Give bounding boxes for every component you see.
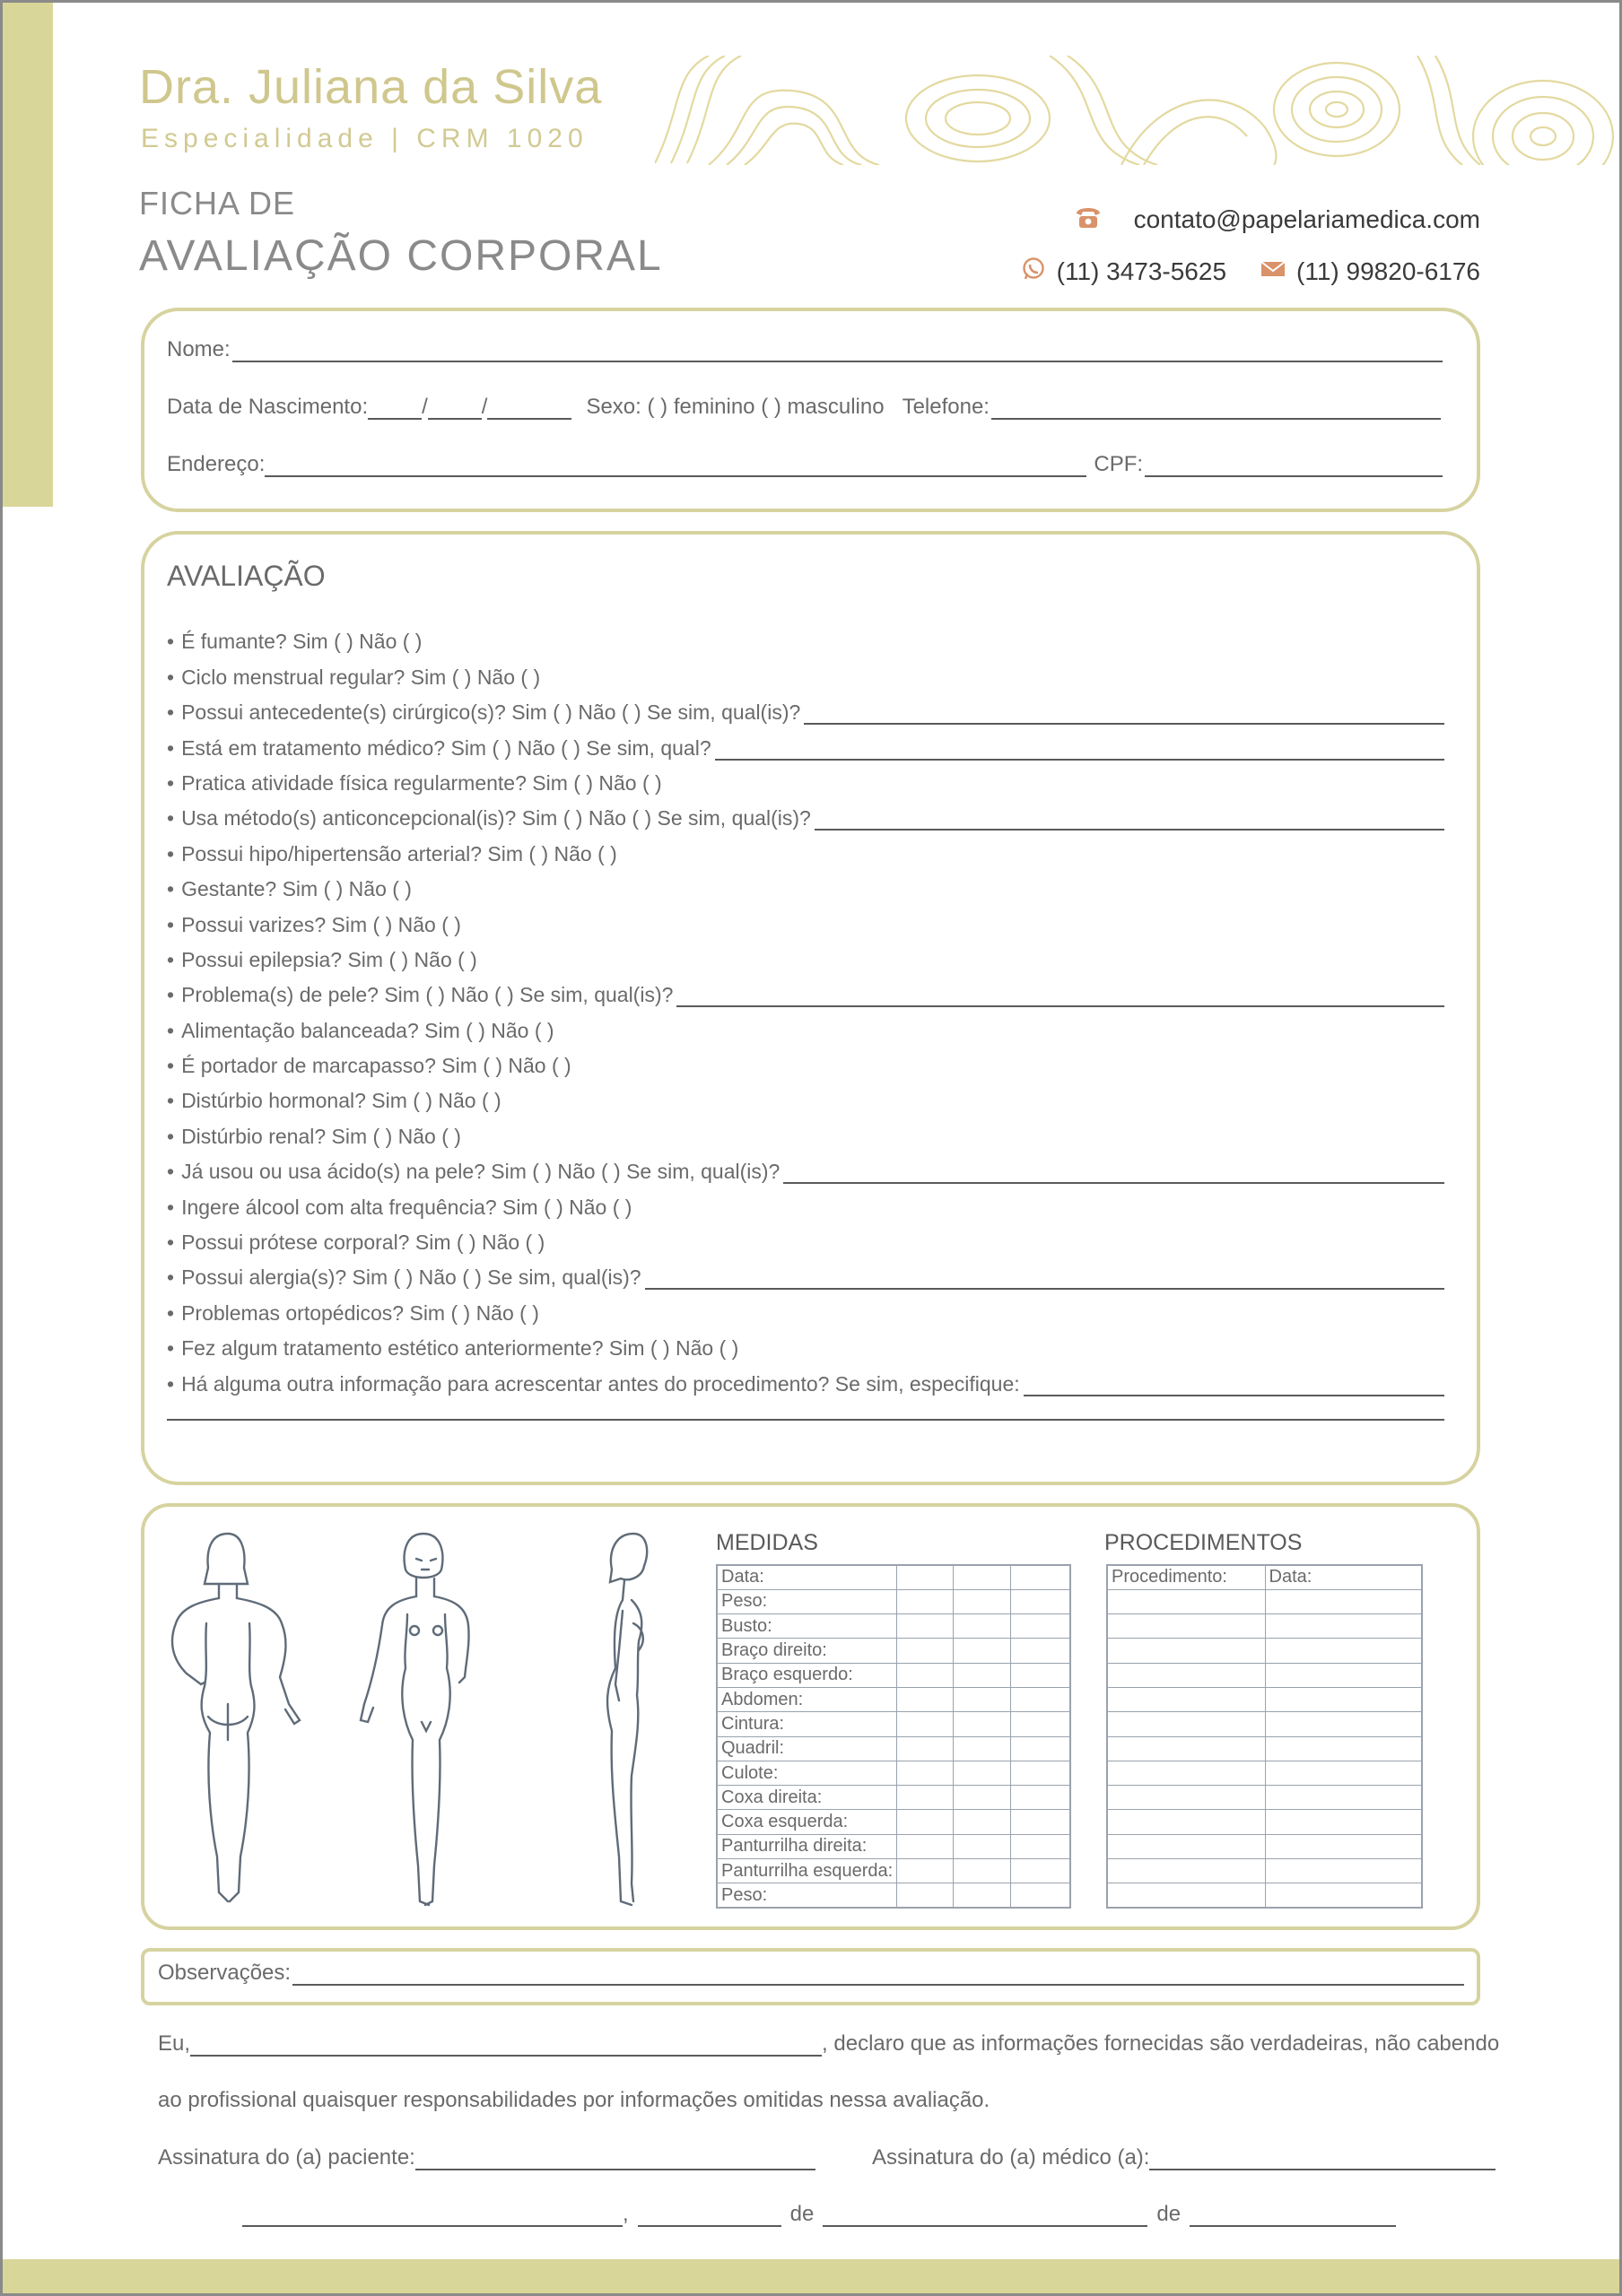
declaration-line2: ao profissional quaisquer responsabilidades por informações omitidas nessa avaliação. <box>158 2088 990 2112</box>
measure-label: Cintura: <box>717 1712 897 1736</box>
procedure-cell[interactable] <box>1107 1712 1265 1736</box>
measure-value-cell[interactable] <box>897 1736 954 1761</box>
measure-label: Braço esquerdo: <box>717 1663 897 1687</box>
question-text[interactable]: Problema(s) de pele? Sim ( ) Não ( ) Se sim, qual(is)? <box>181 983 674 1007</box>
observations-label: Observações: <box>158 1961 292 1985</box>
procedure-row <box>1107 1810 1422 1834</box>
question-item <box>167 972 1444 1007</box>
question-text[interactable]: Distúrbio hormonal? Sim ( ) Não ( ) <box>181 1089 501 1113</box>
measure-value-cell[interactable] <box>897 1589 954 1613</box>
question-item <box>167 690 1444 725</box>
bullet: • <box>167 770 175 795</box>
procedure-row <box>1107 1639 1422 1663</box>
procedure-cell[interactable] <box>1107 1589 1265 1613</box>
date-comma: , <box>623 2202 629 2226</box>
measures-row <box>717 1761 1070 1785</box>
bullet: • <box>167 630 175 654</box>
question-text[interactable]: Usa método(s) anticoncepcional(is)? Sim ( ) Não ( ) Se sim, qual(is)? <box>181 806 811 831</box>
phone2-text: (11) 99820-6176 <box>1296 257 1480 285</box>
observations-field[interactable] <box>292 1962 1464 1986</box>
measure-value-cell[interactable] <box>1010 1687 1070 1711</box>
measure-value-cell[interactable] <box>897 1639 954 1663</box>
measure-value-cell[interactable] <box>897 1712 954 1736</box>
year-field[interactable] <box>1190 2204 1396 2227</box>
measures-row <box>717 1859 1070 1883</box>
city-field[interactable] <box>242 2204 623 2227</box>
measure-label: Abdomen: <box>717 1687 897 1711</box>
question-text[interactable]: Possui hipo/hipertensão arterial? Sim ( ) Não ( ) <box>181 841 617 865</box>
measures-table <box>716 1564 1071 1909</box>
answer-field[interactable] <box>1024 1375 1444 1396</box>
form-title-line1: FICHA DE <box>139 185 296 222</box>
measure-value-cell[interactable] <box>1010 1712 1070 1736</box>
measures-row <box>717 1810 1070 1834</box>
sex-options[interactable]: Sexo: ( ) feminino ( ) masculino <box>586 395 885 419</box>
procedure-row <box>1107 1687 1422 1711</box>
measure-value-cell[interactable] <box>897 1834 954 1858</box>
bullet: • <box>167 1018 175 1042</box>
procedure-date-cell[interactable] <box>1265 1663 1422 1687</box>
procedures-table <box>1106 1564 1423 1909</box>
procedure-cell[interactable] <box>1107 1687 1265 1711</box>
measure-value-cell[interactable] <box>1010 1736 1070 1761</box>
date-place-row <box>242 2202 1396 2227</box>
question-item <box>167 654 1444 689</box>
declaration-suffix: , declaro que as informações fornecidas são verdadeiras, não cabendo <box>822 2031 1500 2056</box>
question-text[interactable]: Possui antecedente(s) cirúrgico(s)? Sim ( ) Não ( ) Se sim, qual(is)? <box>181 700 801 725</box>
address-row <box>167 452 1443 477</box>
birth-day-field[interactable] <box>368 396 422 420</box>
phone-icon <box>1073 204 1103 234</box>
measure-value-cell[interactable] <box>954 1810 1010 1834</box>
doctor-signature-label: Assinatura do (a) médico (a): <box>872 2145 1150 2170</box>
question-item <box>167 1184 1444 1219</box>
measure-label: Panturrilha esquerda: <box>717 1859 897 1883</box>
procedure-cell[interactable] <box>1107 1786 1265 1810</box>
measure-label: Panturrilha direita: <box>717 1834 897 1858</box>
measures-title: MEDIDAS <box>716 1530 818 1555</box>
procedure-row <box>1107 1614 1422 1639</box>
procedure-row <box>1107 1786 1422 1810</box>
question-text[interactable]: Ingere álcool com alta frequência? Sim ( ) Não ( ) <box>181 1195 632 1219</box>
question-text[interactable]: Distúrbio renal? Sim ( ) Não ( ) <box>181 1124 461 1148</box>
address-field[interactable] <box>265 454 1086 477</box>
day-field[interactable] <box>638 2204 781 2227</box>
patient-signature-field[interactable] <box>415 2147 815 2170</box>
question-item <box>167 937 1444 972</box>
bullet: • <box>167 1054 175 1078</box>
procedure-row <box>1107 1736 1422 1761</box>
question-text[interactable]: É portador de marcapasso? Sim ( ) Não ( ) <box>181 1054 571 1078</box>
name-field[interactable] <box>232 339 1443 362</box>
question-text[interactable]: Fez algum tratamento estético anteriormente? Sim ( ) Não ( ) <box>181 1336 739 1361</box>
question-text[interactable]: Possui varizes? Sim ( ) Não ( ) <box>181 912 461 936</box>
bullet: • <box>167 1089 175 1113</box>
birth-sex-phone-row: Data de Nascimento: / / Sexo: ( ) feminino ( ) masculino Telefone: <box>167 395 1441 420</box>
body-back-view <box>154 1525 316 1915</box>
measure-value-cell[interactable] <box>954 1687 1010 1711</box>
measure-value-cell[interactable] <box>954 1859 1010 1883</box>
evaluation-heading: AVALIAÇÃO <box>167 560 326 592</box>
answer-field[interactable] <box>804 703 1444 725</box>
body-side-view <box>567 1525 702 1915</box>
measure-value-cell[interactable] <box>897 1761 954 1785</box>
procedure-cell[interactable] <box>1107 1834 1265 1858</box>
measure-value-cell[interactable] <box>954 1834 1010 1858</box>
bullet: • <box>167 700 175 725</box>
question-text[interactable]: Alimentação balanceada? Sim ( ) Não ( ) <box>181 1018 554 1042</box>
procedure-row <box>1107 1761 1422 1785</box>
phone-field[interactable] <box>991 396 1441 420</box>
question-text[interactable]: Pratica atividade física regularmente? Sim ( ) Não ( ) <box>181 770 662 795</box>
question-item <box>167 866 1444 901</box>
procedure-date-cell[interactable] <box>1265 1614 1422 1639</box>
measures-row <box>717 1687 1070 1711</box>
measure-label: Data: <box>717 1565 897 1589</box>
measures-row <box>717 1883 1070 1908</box>
procedure-cell[interactable] <box>1107 1736 1265 1761</box>
procedures-header-row <box>1107 1565 1422 1589</box>
measures-row <box>717 1834 1070 1858</box>
observations-row <box>158 1961 1464 1986</box>
measure-value-cell[interactable] <box>1010 1589 1070 1613</box>
name-row <box>167 337 1443 362</box>
bullet: • <box>167 1265 175 1290</box>
measure-value-cell[interactable] <box>954 1565 1010 1589</box>
procedure-row <box>1107 1589 1422 1613</box>
procedure-date-cell[interactable] <box>1265 1712 1422 1736</box>
measure-value-cell[interactable] <box>954 1663 1010 1687</box>
measures-row <box>717 1663 1070 1687</box>
question-text[interactable]: Possui alergia(s)? Sim ( ) Não ( ) Se sim, qual(is)? <box>181 1265 641 1290</box>
phone1-text: (11) 3473-5625 <box>1056 257 1227 285</box>
measure-value-cell[interactable] <box>954 1712 1010 1736</box>
procedure-cell[interactable] <box>1107 1663 1265 1687</box>
question-item <box>167 1043 1444 1078</box>
doctor-signature-row <box>872 2145 1496 2170</box>
answer-field[interactable] <box>645 1268 1444 1290</box>
measure-value-cell[interactable] <box>954 1736 1010 1761</box>
doctor-signature-field[interactable] <box>1149 2147 1496 2170</box>
question-item <box>167 619 1444 654</box>
measure-value-cell[interactable] <box>954 1589 1010 1613</box>
measure-value-cell[interactable] <box>1010 1786 1070 1810</box>
measure-value-cell[interactable] <box>897 1786 954 1810</box>
measure-value-cell[interactable] <box>897 1859 954 1883</box>
procedure-date-cell[interactable] <box>1265 1589 1422 1613</box>
contact-phones <box>1021 257 1480 286</box>
measure-label: Quadril: <box>717 1736 897 1761</box>
question-item <box>167 901 1444 936</box>
measure-value-cell[interactable] <box>897 1810 954 1834</box>
measure-label: Peso: <box>717 1883 897 1908</box>
measure-value-cell[interactable] <box>954 1614 1010 1639</box>
accent-stripe-bottom <box>3 2259 1619 2293</box>
question-item <box>167 1255 1444 1290</box>
measure-label: Coxa direita: <box>717 1786 897 1810</box>
question-item <box>167 1290 1444 1325</box>
procedure-cell[interactable] <box>1107 1883 1265 1908</box>
procedure-date-cell[interactable] <box>1265 1786 1422 1810</box>
measures-row <box>717 1565 1070 1589</box>
question-text[interactable]: Possui prótese corporal? Sim ( ) Não ( ) <box>181 1231 545 1255</box>
declarant-name-field[interactable] <box>190 2033 822 2057</box>
measures-row <box>717 1736 1070 1761</box>
month-field[interactable] <box>823 2204 1147 2227</box>
whatsapp-icon <box>1021 257 1046 286</box>
measure-value-cell[interactable] <box>1010 1761 1070 1785</box>
bullet: • <box>167 665 175 689</box>
measure-value-cell[interactable] <box>897 1565 954 1589</box>
measure-value-cell[interactable] <box>1010 1810 1070 1834</box>
bullet: • <box>167 1371 175 1396</box>
doctor-name: Dra. Juliana da Silva <box>139 60 603 114</box>
bullet: • <box>167 947 175 971</box>
measure-value-cell[interactable] <box>954 1786 1010 1810</box>
patient-signature-label: Assinatura do (a) paciente: <box>158 2145 415 2170</box>
question-text[interactable]: Possui epilepsia? Sim ( ) Não ( ) <box>181 947 477 971</box>
measures-row <box>717 1786 1070 1810</box>
contact-email <box>1073 204 1480 234</box>
measure-value-cell[interactable] <box>954 1761 1010 1785</box>
measure-value-cell[interactable] <box>1010 1565 1070 1589</box>
birth-date-label: Data de Nascimento: <box>167 395 369 419</box>
procedure-row <box>1107 1859 1422 1883</box>
accent-stripe-left <box>3 3 53 507</box>
bullet: • <box>167 1124 175 1148</box>
question-item <box>167 1361 1444 1396</box>
measures-row <box>717 1712 1070 1736</box>
procedure-date-cell[interactable] <box>1265 1761 1422 1785</box>
procedures-title: PROCEDIMENTOS <box>1104 1530 1303 1555</box>
measure-value-cell[interactable] <box>1010 1639 1070 1663</box>
bullet: • <box>167 1231 175 1255</box>
question-text[interactable]: Já usou ou usa ácido(s) na pele? Sim ( ) Não ( ) Se sim, qual(is)? <box>181 1160 780 1184</box>
procedure-date-cell[interactable] <box>1265 1834 1422 1858</box>
bullet: • <box>167 1195 175 1219</box>
question-item <box>167 761 1444 796</box>
extra-info-line[interactable] <box>167 1419 1444 1421</box>
birth-year-field[interactable] <box>487 396 571 420</box>
procedure-cell[interactable] <box>1107 1859 1265 1883</box>
address-label: Endereço: <box>167 452 266 476</box>
question-item <box>167 1326 1444 1361</box>
question-text[interactable]: Problemas ortopédicos? Sim ( ) Não ( ) <box>181 1300 539 1325</box>
measures-row <box>717 1639 1070 1663</box>
phone-label: Telefone: <box>902 395 990 419</box>
question-text[interactable]: Está em tratamento médico? Sim ( ) Não ( ) Se sim, qual? <box>181 735 711 760</box>
bullet: • <box>167 877 175 901</box>
question-text[interactable]: É fumante? Sim ( ) Não ( ) <box>181 630 423 654</box>
cpf-label: CPF: <box>1094 452 1144 476</box>
procedure-date-cell[interactable] <box>1265 1883 1422 1908</box>
measure-value-cell[interactable] <box>954 1639 1010 1663</box>
procedure-date-cell[interactable] <box>1265 1859 1422 1883</box>
procedure-row <box>1107 1883 1422 1908</box>
procedure-cell[interactable] <box>1107 1761 1265 1785</box>
question-item <box>167 1007 1444 1042</box>
date-column-header: Data: <box>1265 1565 1422 1589</box>
form-title-line2: AVALIAÇÃO CORPORAL <box>139 232 663 280</box>
question-text[interactable]: Gestante? Sim ( ) Não ( ) <box>181 877 412 901</box>
procedure-date-cell[interactable] <box>1265 1687 1422 1711</box>
procedure-cell[interactable] <box>1107 1639 1265 1663</box>
cpf-field[interactable] <box>1145 454 1443 477</box>
measure-label: Coxa esquerda: <box>717 1810 897 1834</box>
bullet: • <box>167 983 175 1007</box>
measure-value-cell[interactable] <box>1010 1859 1070 1883</box>
question-item <box>167 1078 1444 1113</box>
email-text: contato@papelariamedica.com <box>1133 204 1480 233</box>
measure-label: Busto: <box>717 1614 897 1639</box>
measure-label: Braço direito: <box>717 1639 897 1663</box>
question-item <box>167 725 1444 760</box>
question-text[interactable]: Ciclo menstrual regular? Sim ( ) Não ( ) <box>181 665 541 689</box>
declaration-prefix: Eu, <box>158 2031 191 2056</box>
name-label: Nome: <box>167 337 231 361</box>
procedure-date-cell[interactable] <box>1265 1810 1422 1834</box>
bullet: • <box>167 806 175 831</box>
procedure-row <box>1107 1663 1422 1687</box>
answer-field[interactable] <box>715 739 1444 761</box>
bullet: • <box>167 1160 175 1184</box>
bullet: • <box>167 841 175 865</box>
measure-value-cell[interactable] <box>897 1687 954 1711</box>
question-item <box>167 796 1444 831</box>
answer-field[interactable] <box>815 809 1444 831</box>
patient-signature-row <box>158 2145 815 2170</box>
question-item <box>167 1220 1444 1255</box>
body-front-view <box>352 1525 513 1915</box>
date-de-2: de <box>1156 2202 1182 2226</box>
procedure-date-cell[interactable] <box>1265 1639 1422 1663</box>
envelope-icon <box>1260 260 1286 283</box>
question-item <box>167 1113 1444 1148</box>
bullet: • <box>167 1336 175 1361</box>
bullet: • <box>167 735 175 760</box>
measure-label: Culote: <box>717 1761 897 1785</box>
measure-value-cell[interactable] <box>1010 1663 1070 1687</box>
measure-value-cell[interactable] <box>954 1883 1010 1908</box>
procedure-date-cell[interactable] <box>1265 1736 1422 1761</box>
question-item <box>167 1149 1444 1184</box>
procedure-cell[interactable] <box>1107 1810 1265 1834</box>
measure-label: Peso: <box>717 1589 897 1613</box>
measures-row <box>717 1614 1070 1639</box>
procedure-row <box>1107 1834 1422 1858</box>
question-text[interactable]: Há alguma outra informação para acrescentar antes do procedimento? Se sim, especifique: <box>181 1371 1020 1396</box>
answer-field[interactable] <box>783 1162 1444 1184</box>
measure-value-cell[interactable] <box>1010 1883 1070 1908</box>
doctor-specialty: Especialidade | CRM 1020 <box>141 124 589 153</box>
date-de-1: de <box>789 2202 815 2226</box>
measures-row <box>717 1589 1070 1613</box>
procedure-column-header: Procedimento: <box>1107 1565 1265 1589</box>
measure-value-cell[interactable] <box>897 1614 954 1639</box>
measure-value-cell[interactable] <box>1010 1834 1070 1858</box>
question-item <box>167 831 1444 865</box>
measure-value-cell[interactable] <box>897 1883 954 1908</box>
procedure-cell[interactable] <box>1107 1614 1265 1639</box>
bullet: • <box>167 1300 175 1325</box>
measure-value-cell[interactable] <box>1010 1614 1070 1639</box>
procedure-row <box>1107 1712 1422 1736</box>
measure-value-cell[interactable] <box>897 1663 954 1687</box>
answer-field[interactable] <box>676 986 1444 1007</box>
birth-month-field[interactable] <box>428 396 482 420</box>
question-list <box>167 619 1444 1396</box>
declaration-row <box>158 2031 1499 2057</box>
decorative-wave-pattern <box>655 56 1622 165</box>
bullet: • <box>167 912 175 936</box>
